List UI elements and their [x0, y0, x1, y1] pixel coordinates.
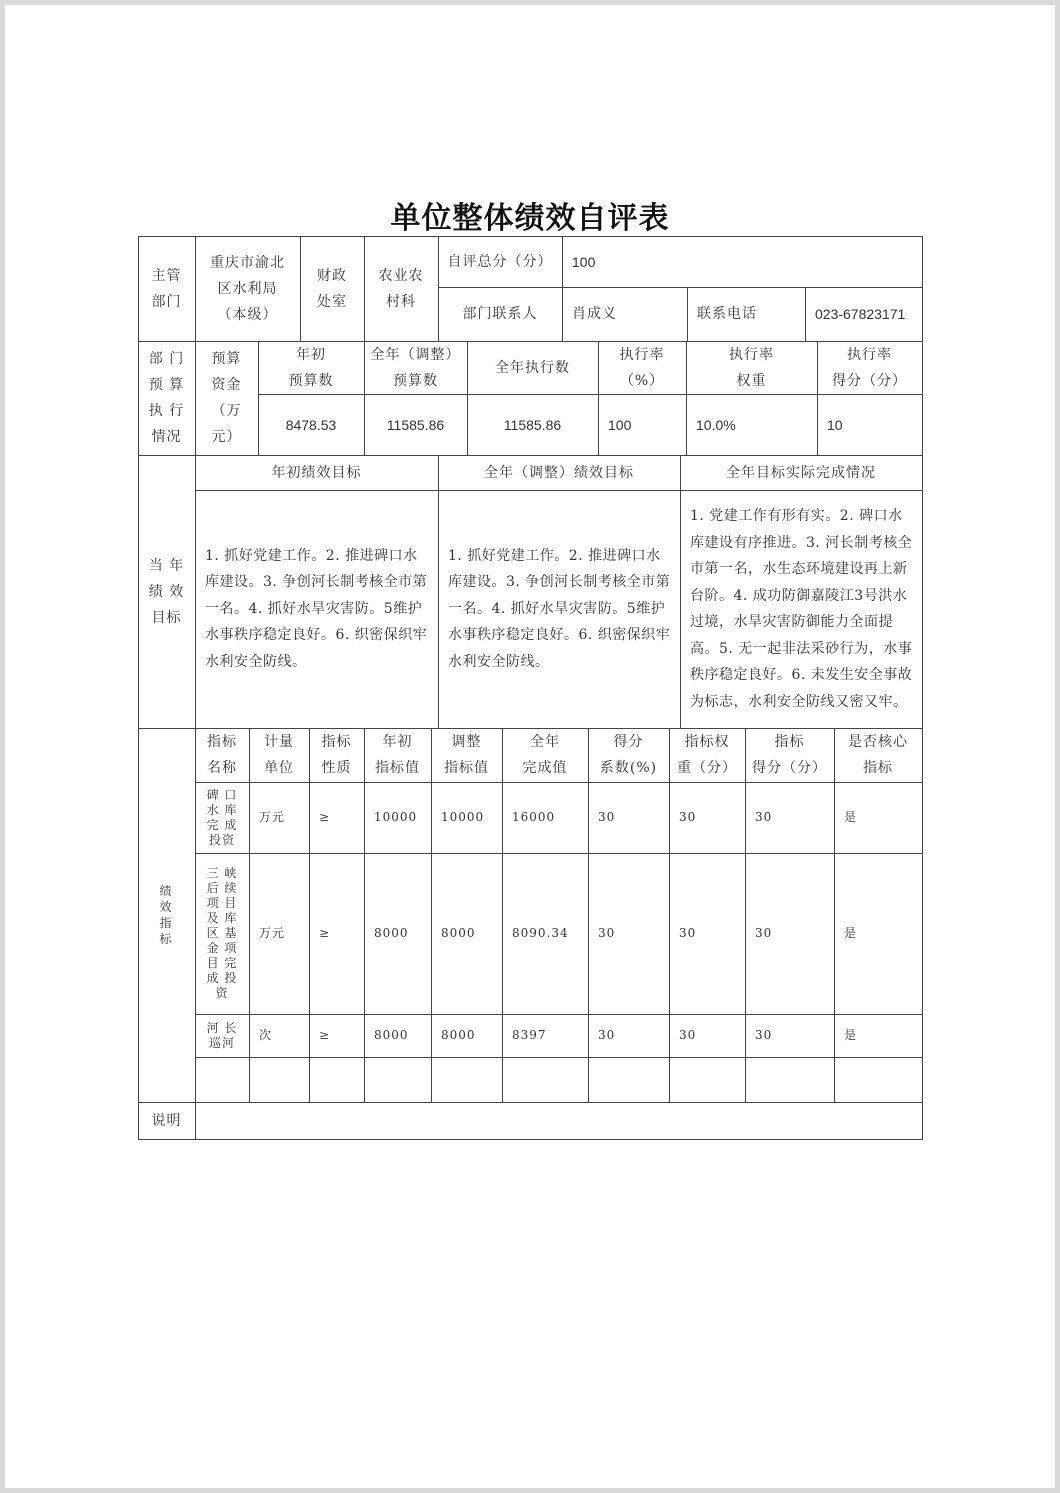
goals-header: 全年（调整）绩效目标 [484, 464, 634, 481]
indicator-cell: 是 [844, 926, 858, 940]
indicator-cell: ≥ [319, 926, 331, 940]
phone-value: 023-67823171 [815, 306, 906, 322]
indicator-cell: 30 [679, 810, 697, 824]
actual-completion-text: 1. 党建工作有形有实。2. 碑口水库建设有序推进。3. 河长制考核全市第一名，水生态环境建设再上新台阶。4. 成功防御嘉陵江3号洪水过境，水旱灾害防御能力全面提高。5. 无一起非法采砂行为，水事秩序稳定良好。6. 未发生安全事故为标志，水利安全防线又密又牢。 [690, 508, 913, 710]
indicator-cell: 8397 [512, 1028, 547, 1042]
budget-value: 100 [608, 416, 632, 433]
indicator-header: 指标 性质 [321, 734, 352, 776]
indicator-cell: 8000 [441, 926, 476, 940]
budget-header: 执行率 （%） [619, 346, 665, 389]
indicator-cell: 8000 [374, 1028, 409, 1042]
budget-value: 8478.53 [285, 416, 337, 433]
indicator-cell: 8000 [374, 926, 409, 940]
finance-section: 农业农 村科 [378, 267, 424, 310]
indicator-header: 指标 得分（分） [752, 734, 827, 776]
indicator-cell: 30 [755, 810, 773, 824]
indicator-cell: 8000 [441, 1028, 476, 1042]
finance-office-label: 财政 处室 [317, 267, 347, 310]
budget-value: 10 [827, 416, 843, 433]
indicator-cell: 30 [598, 926, 616, 940]
goals-section-label: 当 年 绩 效 目标 [148, 557, 185, 626]
budget-header: 执行率 得分（分） [832, 346, 907, 389]
budget-value: 11585.86 [503, 416, 562, 433]
contact-label: 部门联系人 [462, 306, 538, 322]
indicator-cell: 10000 [374, 810, 418, 824]
note-label: 说明 [151, 1112, 182, 1129]
fund-label: 预算 资金 （万 元） [211, 351, 242, 445]
goals-header: 年初绩效目标 [271, 464, 362, 481]
budget-value: 10.0% [696, 416, 736, 433]
adjusted-goal-text: 1. 抓好党建工作。2. 推进碑口水库建设。3. 争创河长制考核全市第一名。4. 抓好水旱灾害防。5维护水事秩序稳定良好。6. 织密保织牢水利安全防线。 [448, 547, 671, 670]
indicator-cell: 30 [755, 926, 773, 940]
budget-header: 执行率 权重 [729, 346, 774, 389]
dept-name: 重庆市渝北 区水利局 （本级） [210, 254, 285, 323]
budget-header: 年初 预算数 [288, 346, 334, 389]
indicator-cell: 8090.34 [512, 926, 569, 940]
page-title: 单位整体绩效自评表 [390, 201, 670, 236]
indicator-cell: 30 [755, 1028, 773, 1042]
indicator-cell: 30 [598, 1028, 616, 1042]
goals-header: 全年目标实际完成情况 [726, 464, 876, 481]
budget-header: 全年（调整） 预算数 [370, 346, 461, 389]
score-label: 自评总分（分） [447, 253, 553, 270]
indicator-cell: 30 [598, 810, 616, 824]
indicator-header: 指标 名称 [207, 734, 237, 776]
indicator-name: 三 峡 后 续 项 目 及 库 区 基 金 项 目 完 成 投 资 [206, 866, 238, 1000]
budget-value: 11585.86 [386, 416, 445, 433]
indicators-section-label: 绩 效 指 标 [159, 884, 174, 946]
indicator-cell: 是 [844, 810, 858, 824]
indicator-cell: ≥ [319, 810, 331, 824]
indicator-cell: 30 [679, 1028, 697, 1042]
indicator-header: 调整 指标值 [444, 734, 489, 776]
score-value: 100 [572, 253, 596, 270]
budget-header: 全年执行数 [495, 359, 570, 376]
indicator-cell: 10000 [441, 810, 485, 824]
indicator-cell: 16000 [512, 810, 556, 824]
indicator-cell: 万元 [259, 926, 286, 940]
indicator-name: 碑 口 水 库 完 成 投资 [206, 787, 238, 847]
contact-name: 肖成义 [572, 306, 617, 322]
initial-goal-text: 1. 抓好党建工作。2. 推进碑口水库建设。3. 争创河长制考核全市第一名。4. 抓好水旱灾害防。5维护水事秩序稳定良好。6. 织密保织牢水利安全防线。 [205, 547, 428, 670]
indicator-name: 河 长 巡河 [206, 1020, 238, 1050]
indicator-header: 是否核心 指标 [848, 734, 908, 776]
indicator-header: 得分 系数(%) [599, 734, 658, 776]
indicator-cell: 是 [844, 1028, 858, 1042]
dept-label: 主管 部门 [151, 267, 182, 310]
indicator-cell: ≥ [319, 1028, 331, 1042]
indicator-header: 全年 完成值 [522, 734, 568, 776]
phone-label: 联系电话 [697, 306, 757, 322]
indicator-header: 指标权 重（分） [677, 734, 737, 776]
indicator-cell: 万元 [259, 810, 286, 824]
budget-section-label: 部 门 预 算 执 行 情况 [148, 351, 185, 445]
indicator-header: 计量 单位 [264, 734, 294, 776]
indicator-header: 年初 指标值 [375, 734, 420, 776]
indicator-cell: 次 [259, 1028, 273, 1042]
indicator-cell: 30 [679, 926, 697, 940]
